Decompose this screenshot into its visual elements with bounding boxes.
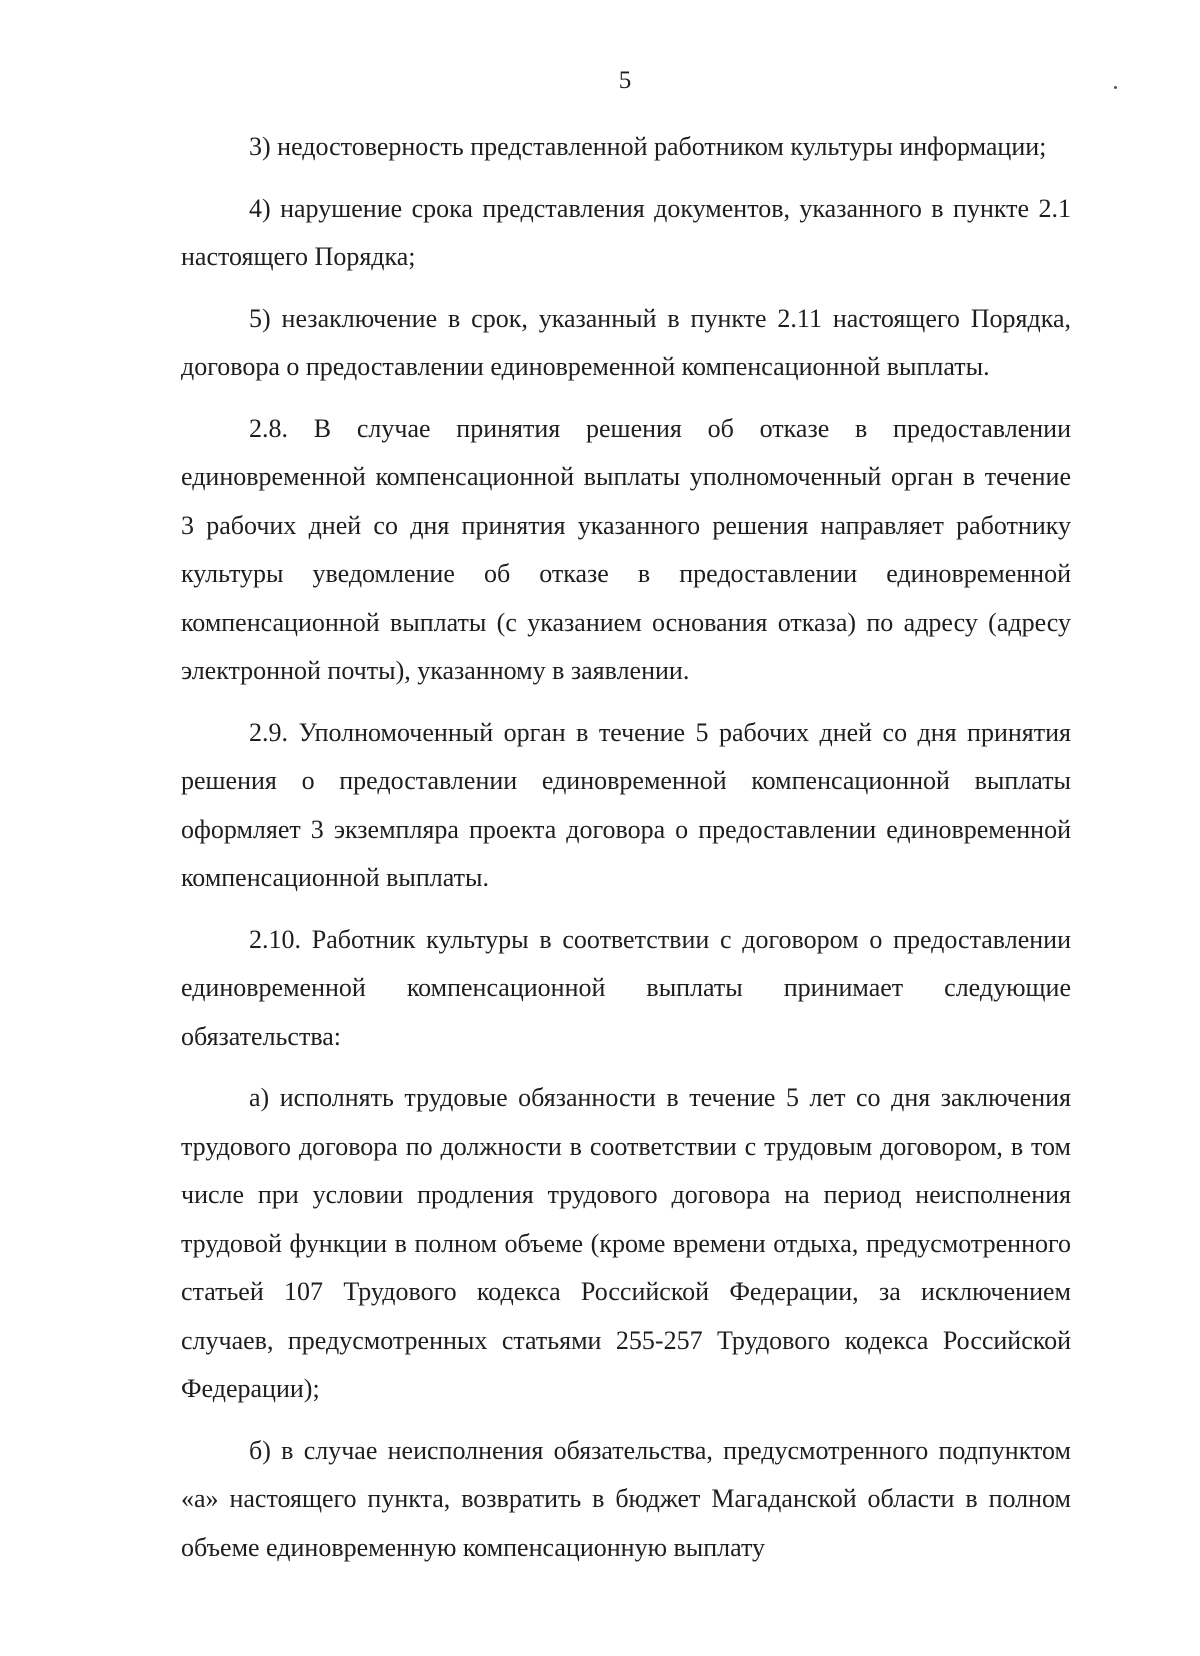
paragraph-2-9: 2.9. Уполномоченный орган в течение 5 рабочих дней со дня принятия решения о предоставлении единовременной компенсационной выплаты оформляет 3 экземпляра проекта договора о предоставлении единовременной компенсационной выплаты. (181, 717, 1071, 892)
scan-speck (1114, 86, 1117, 89)
paragraph-item-3: 3) недостоверность представленной работником культуры информации; (249, 132, 1047, 161)
paragraph-item-4: 4) нарушение срока представления документов, указанного в пункте 2.1 настоящего Порядка; (181, 193, 1071, 271)
paragraph-item-5: 5) незаключение в срок, указанный в пункте 2.11 настоящего Порядка, договора о предоставлении единовременной компенсационной выплаты. (181, 303, 1071, 381)
document-body (181, 123, 1071, 1572)
paragraph-2-8: 2.8. В случае принятия решения об отказе в предоставлении единовременной компенсационной выплаты уполномоченный орган в течение 3 рабочих дней со дня принятия указанного решения направляет работнику культуры уведомление об отказе в предоставлении единовременной компенсационной выплаты (с указанием основания отказа) по адресу (адресу электронной почты), указанному в заявлении. (181, 413, 1071, 685)
paragraph-subitem-b: б) в случае неисполнения обязательства, предусмотренного подпунктом «а» настоящего пункта, возвратить в бюджет Магаданской области в полном объеме единовременную компенсационную выплату (181, 1435, 1071, 1562)
paragraph-subitem-a: а) исполнять трудовые обязанности в течение 5 лет со дня заключения трудового договора по должности в соответствии с трудовым договором, в том числе при условии продления трудового договора на период неисполнения трудовой функции в полном объеме (кроме времени отдыха, предусмотренного статьей 107 Трудового кодекса Российской Федерации, за исключением случаев, предусмотренных статьями 255-257 Трудового кодекса Российской Федерации); (181, 1083, 1071, 1403)
page-number: 5 (618, 67, 632, 94)
paragraph-2-10: 2.10. Работник культуры в соответствии с договором о предоставлении единовременной компенсационной выплаты принимает следующие обязательства: (181, 924, 1071, 1051)
